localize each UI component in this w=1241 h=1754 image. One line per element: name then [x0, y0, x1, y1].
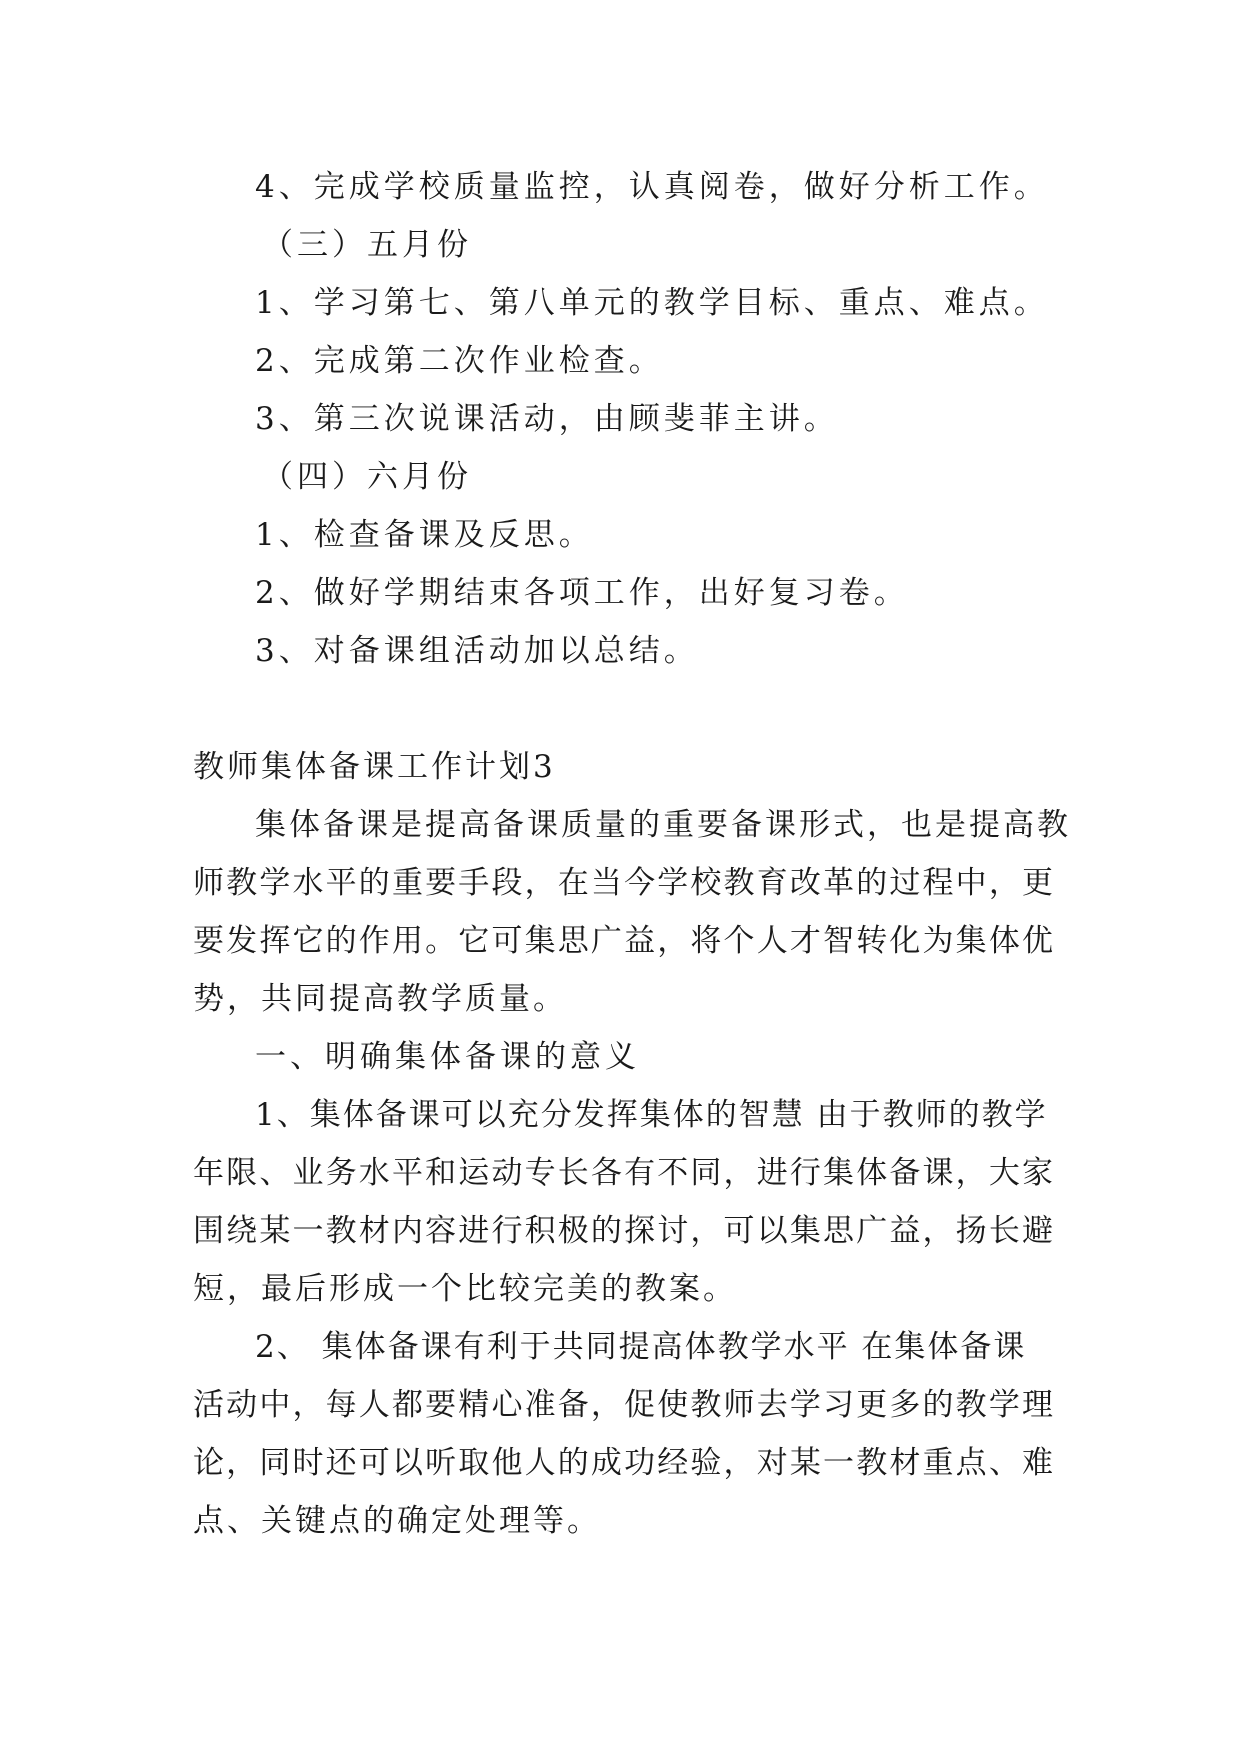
- paragraph-line: 围绕某一教材内容进行积极的探讨，可以集思广益，扬长避: [193, 1213, 1053, 1249]
- item-april-4: 4、完成学校质量监控，认真阅卷，做好分析工作。: [255, 169, 1049, 205]
- paragraph-line: 2、 集体备课有利于共同提高体教学水平 在集体备课: [255, 1329, 1027, 1365]
- paragraph-line: 要发挥它的作用。它可集思广益，将个人才智转化为集体优: [193, 923, 1053, 959]
- heading-may: （三）五月份: [262, 227, 472, 263]
- item-may-3: 3、第三次说课活动，由顾斐菲主讲。: [255, 401, 839, 437]
- paragraph-line: 势，共同提高教学质量。: [193, 981, 567, 1017]
- paragraph-line: 师教学水平的重要手段，在当今学校教育改革的过程中，更: [193, 865, 1053, 901]
- paragraph-line: 论，同时还可以听取他人的成功经验，对某一教材重点、难: [193, 1445, 1053, 1481]
- paragraph-line: 年限、业务水平和运动专长各有不同，进行集体备课，大家: [193, 1155, 1053, 1191]
- item-june-3: 3、对备课组活动加以总结。: [255, 633, 699, 669]
- paragraph-line: 活动中，每人都要精心准备，促使教师去学习更多的教学理: [193, 1387, 1053, 1423]
- heading-june: （四）六月份: [262, 459, 472, 495]
- paragraph-line: 短，最后形成一个比较完美的教案。: [193, 1271, 737, 1307]
- paragraph-line: 集体备课是提高备课质量的重要备课形式，也是提高教: [255, 807, 1071, 843]
- section-title: 教师集体备课工作计划3: [193, 749, 556, 785]
- paragraph-line: 1、集体备课可以充分发挥集体的智慧 由于教师的教学: [255, 1097, 1048, 1133]
- item-june-1: 1、检查备课及反思。: [255, 517, 594, 553]
- item-may-2: 2、完成第二次作业检查。: [255, 343, 664, 379]
- paragraph-line: 点、关键点的确定处理等。: [193, 1503, 601, 1539]
- item-may-1: 1、学习第七、第八单元的教学目标、重点、难点。: [255, 285, 1049, 321]
- subheading-meaning: 一、明确集体备课的意义: [255, 1039, 640, 1075]
- item-june-2: 2、做好学期结束各项工作，出好复习卷。: [255, 575, 909, 611]
